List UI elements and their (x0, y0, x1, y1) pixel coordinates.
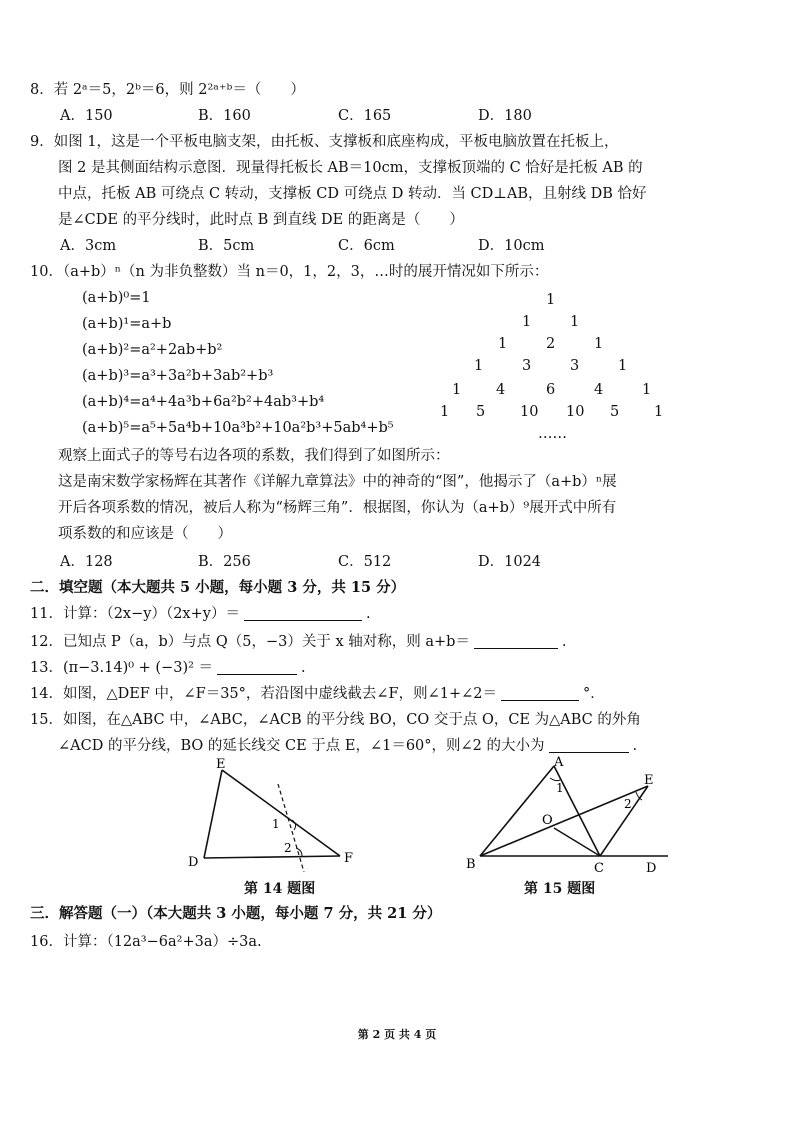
q15-line-2 (58, 736, 637, 756)
q10-expansion-3: (a+b)³=a³+3a²b+3ab²+b³ (82, 368, 274, 384)
q10-stem: 10．（a+b）ⁿ（n 为非负整数）当 n＝0，1，2，3，…时的展开情况如下所示： (30, 264, 549, 280)
q11-tail: . (365, 606, 371, 622)
triangle-cell: 1 (618, 358, 628, 374)
q10-after-1: 观察上面式子的等号右边各项的系数，我们得到了如图所示： (58, 448, 450, 464)
triangle-cell: 2 (546, 336, 556, 352)
q12-text: 12．已知点 P（a，b）与点 Q（5，−3）关于 x 轴对称，则 a+b＝ (30, 634, 470, 650)
q10-expansion-0: (a+b)⁰=1 (82, 290, 151, 306)
q13 (30, 658, 306, 678)
triangle-cell: 1 (474, 358, 484, 374)
q10-after-3: 开后各项系数的情况，被后人称为“杨辉三角”．根据图，你认为（a+b）⁹展开式中所有 (58, 500, 617, 516)
q14-tail: °． (583, 686, 605, 702)
q13-tail: . (301, 660, 306, 676)
q8-stem: 8．若 2ᵃ＝5，2ᵇ＝6，则 2²ᵃ⁺ᵇ＝（ ） (30, 82, 305, 98)
label-b: B (466, 857, 476, 872)
segment-be (480, 786, 648, 856)
q15-line-1: 15．如图，在△ABC 中，∠ABC，∠ACB 的平分线 BO，CO 交于点 O，CE 为△ABC 的外角 (30, 712, 641, 728)
q8-option-b: B．160 (198, 108, 251, 124)
q10-option-c: C．512 (338, 554, 392, 570)
q13-answer-blank[interactable] (217, 659, 297, 675)
figure-14-caption: 第 14 题图 (244, 881, 316, 897)
triangle-cell: 5 (610, 404, 620, 420)
q9-options (60, 236, 700, 256)
triangle-cell: 4 (594, 382, 604, 398)
q9-line-2: 图 2 是其侧面结构示意图．现量得托板长 AB＝10cm，支撑板顶端的 C 恰好是托板 AB 的 (58, 160, 643, 176)
q14-text: 14．如图，△DEF 中，∠F＝35°，若沿图中虚线截去∠F，则∠1+∠2＝ (30, 686, 498, 702)
label-angle-2: 2 (624, 797, 632, 811)
q10-option-a: A．128 (60, 554, 113, 570)
edge-df (204, 856, 340, 858)
q14-answer-blank[interactable] (501, 685, 579, 701)
triangle-cell: 6 (546, 382, 556, 398)
q16: 16．计算：（12a³−6a²+3a）÷3a. (30, 934, 262, 950)
triangle-cell: 1 (594, 336, 604, 352)
label-e: E (644, 773, 654, 788)
q9-option-d: D．10cm (478, 238, 545, 254)
q12 (30, 632, 567, 652)
q8-options (60, 106, 700, 126)
triangle-cell: 1 (654, 404, 664, 420)
triangle-cell: 3 (522, 358, 532, 374)
q9-line-3: 中点，托板 AB 可绕点 C 转动，支撑板 CD 可绕点 D 转动．当 CD⊥AB，且射线 DB 恰好 (58, 186, 647, 202)
label-d: D (646, 861, 657, 876)
yanghui-triangle (430, 290, 690, 440)
label-f: F (344, 851, 354, 866)
edge-ba (480, 766, 554, 856)
label-angle-2: 2 (284, 841, 292, 855)
q9-option-a: A．3cm (60, 238, 117, 254)
q13-text: 13．(π−3.14)⁰ + (−3)² ＝ (30, 660, 214, 676)
edge-ef (222, 770, 340, 856)
q10-expansion-5: (a+b)⁵=a⁵+5a⁴b+10a³b²+10a²b³+5ab⁴+b⁵ (82, 420, 394, 436)
label-c: C (594, 861, 604, 876)
edge-ed (204, 770, 222, 858)
cut-dashed-line (278, 784, 304, 872)
q11 (30, 604, 371, 624)
triangle-cell: 10 (520, 404, 539, 420)
triangle-cell: 1 (498, 336, 508, 352)
q9-line-1: 9．如图 1，这是一个平板电脑支架，由托板、支撑板和底座构成，平板电脑放置在托板上， (30, 134, 619, 150)
q11-answer-blank[interactable] (244, 605, 362, 621)
q12-answer-blank[interactable] (474, 633, 558, 649)
q9-option-b: B．5cm (198, 238, 255, 254)
section-2-heading: 二．填空题（本大题共 5 小题，每小题 3 分，共 15 分） (30, 579, 406, 596)
q11-text: 11．计算：（2x−y）（2x+y）＝ (30, 606, 240, 622)
figure-14 (180, 756, 380, 876)
q10-after-4: 项系数的和应该是（ ） (58, 526, 232, 542)
triangle-cell: 1 (440, 404, 450, 420)
q10-after-2: 这是南宋数学家杨辉在其著作《详解九章算法》中的神奇的“图”，他揭示了（a+b）ⁿ展 (58, 474, 617, 490)
triangle-cell: 5 (476, 404, 486, 420)
triangle-cell: 1 (570, 314, 580, 330)
q9-option-c: C．6cm (338, 238, 395, 254)
q10-expansion-2: (a+b)²=a²+2ab+b² (82, 342, 223, 358)
q12-tail: . (561, 634, 567, 650)
triangle-cell: 4 (496, 382, 506, 398)
triangle-cell: 1 (452, 382, 462, 398)
label-d: D (188, 855, 199, 870)
triangle-ellipsis: …… (538, 426, 567, 442)
triangle-cell: 1 (642, 382, 652, 398)
q9-line-4: 是∠CDE 的平分线时，此时点 B 到直线 DE 的距离是（ ） (58, 212, 464, 228)
q15-answer-blank[interactable] (549, 737, 629, 753)
section-3-heading: 三．解答题（一）（本大题共 3 小题，每小题 7 分，共 21 分） (30, 905, 442, 922)
q8-option-c: C．165 (338, 108, 392, 124)
label-angle-1: 1 (272, 817, 280, 831)
q10-expansion-4: (a+b)⁴=a⁴+4a³b+6a²b²+4ab³+b⁴ (82, 394, 325, 410)
figure-15 (462, 756, 682, 876)
q10-option-b: B．256 (198, 554, 251, 570)
q14 (30, 684, 605, 704)
q15-text: ∠ACD 的平分线，BO 的延长线交 CE 于点 E，∠1＝60°，则∠2 的大小为 (58, 738, 545, 754)
label-a: A (554, 756, 564, 770)
q10-options (60, 552, 700, 572)
q15-tail: . (632, 738, 638, 754)
triangle-cell: 1 (522, 314, 532, 330)
figure-15-caption: 第 15 题图 (524, 881, 596, 897)
triangle-cell: 10 (566, 404, 585, 420)
page-footer: 第 2 页 共 4 页 (357, 1028, 437, 1041)
triangle-cell: 1 (546, 292, 556, 308)
q10-expansion-1: (a+b)¹=a+b (82, 316, 172, 332)
q8-option-d: D．180 (478, 108, 532, 124)
q8-option-a: A．150 (60, 108, 113, 124)
q10-option-d: D．1024 (478, 554, 542, 570)
label-angle-1: 1 (556, 781, 564, 795)
triangle-cell: 3 (570, 358, 580, 374)
label-o: O (542, 813, 553, 828)
label-e: E (216, 757, 226, 772)
